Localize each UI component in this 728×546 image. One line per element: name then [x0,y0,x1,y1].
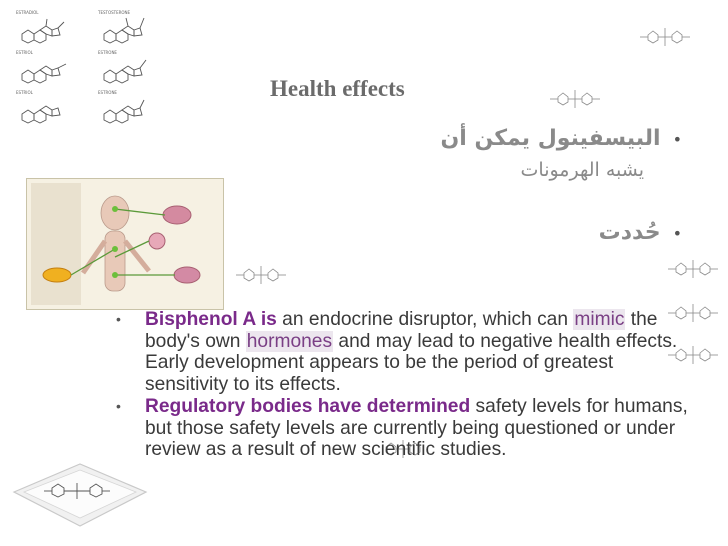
structure-caption: ESTRONE [98,50,117,55]
bisphenol-structure-picture [10,440,150,532]
text-segment: the body's own [145,309,658,352]
bullet-marker: • [116,311,121,327]
text-segment: an endocrine disruptor, which can [276,309,574,330]
structure-caption: TESTOSTERONE [98,10,131,15]
highlight-regulatory-bodies: Regulatory bodies have determined [145,396,471,417]
steroid-structure [96,48,176,84]
bullet-marker: • [672,130,682,149]
bisphenol-molecule-icon [636,18,696,52]
arabic-bullet-1 [440,124,682,185]
bisphenol-molecule-icon [232,258,292,288]
endocrine-system-illustration [26,178,224,310]
steroid-structure [96,88,176,124]
english-bullet-list [116,309,696,461]
arabic-bullet-1-line2: يشبه الهرمونات [520,159,644,181]
structure-caption: ESTRONE [98,90,117,95]
arabic-bullet-1-line1: البيسفينول يمكن أن [440,126,661,151]
english-bullet-2 [116,396,696,461]
highlight-mimic: mimic [574,309,625,330]
arabic-bullet-2 [599,218,682,249]
steroid-structure [14,48,94,84]
bullet-marker: • [116,398,121,414]
highlight-hormones: hormones [246,330,333,352]
steroid-structure [14,8,94,44]
steroid-structures-grid [14,8,184,128]
highlight-bisphenol: Bisphenol A is [145,309,277,330]
structure-caption: ESTRIOL [16,50,33,55]
slide-title: Health effects [270,76,405,101]
bullet-marker: • [672,224,682,243]
text-segment: and may lead to negative health effects. Early development appears to be the period of greatest sensitivity to its effects. [145,330,678,395]
steroid-structure [14,88,94,124]
structure-caption: ESTRADIOL [16,10,39,15]
steroid-structure [96,8,176,44]
english-bullet-1 [116,309,696,395]
text-segment: safety levels for humans, but those safety levels are currently being questioned or under review as a result of new scientific studies. [145,396,688,460]
bisphenol-molecule-icon [664,252,724,282]
human-body-figure-icon [27,179,223,309]
bisphenol-molecule-icon [546,82,606,112]
structure-caption: ESTRIOL [16,90,33,95]
arabic-bullet-2-line1: حُددت [598,220,661,245]
